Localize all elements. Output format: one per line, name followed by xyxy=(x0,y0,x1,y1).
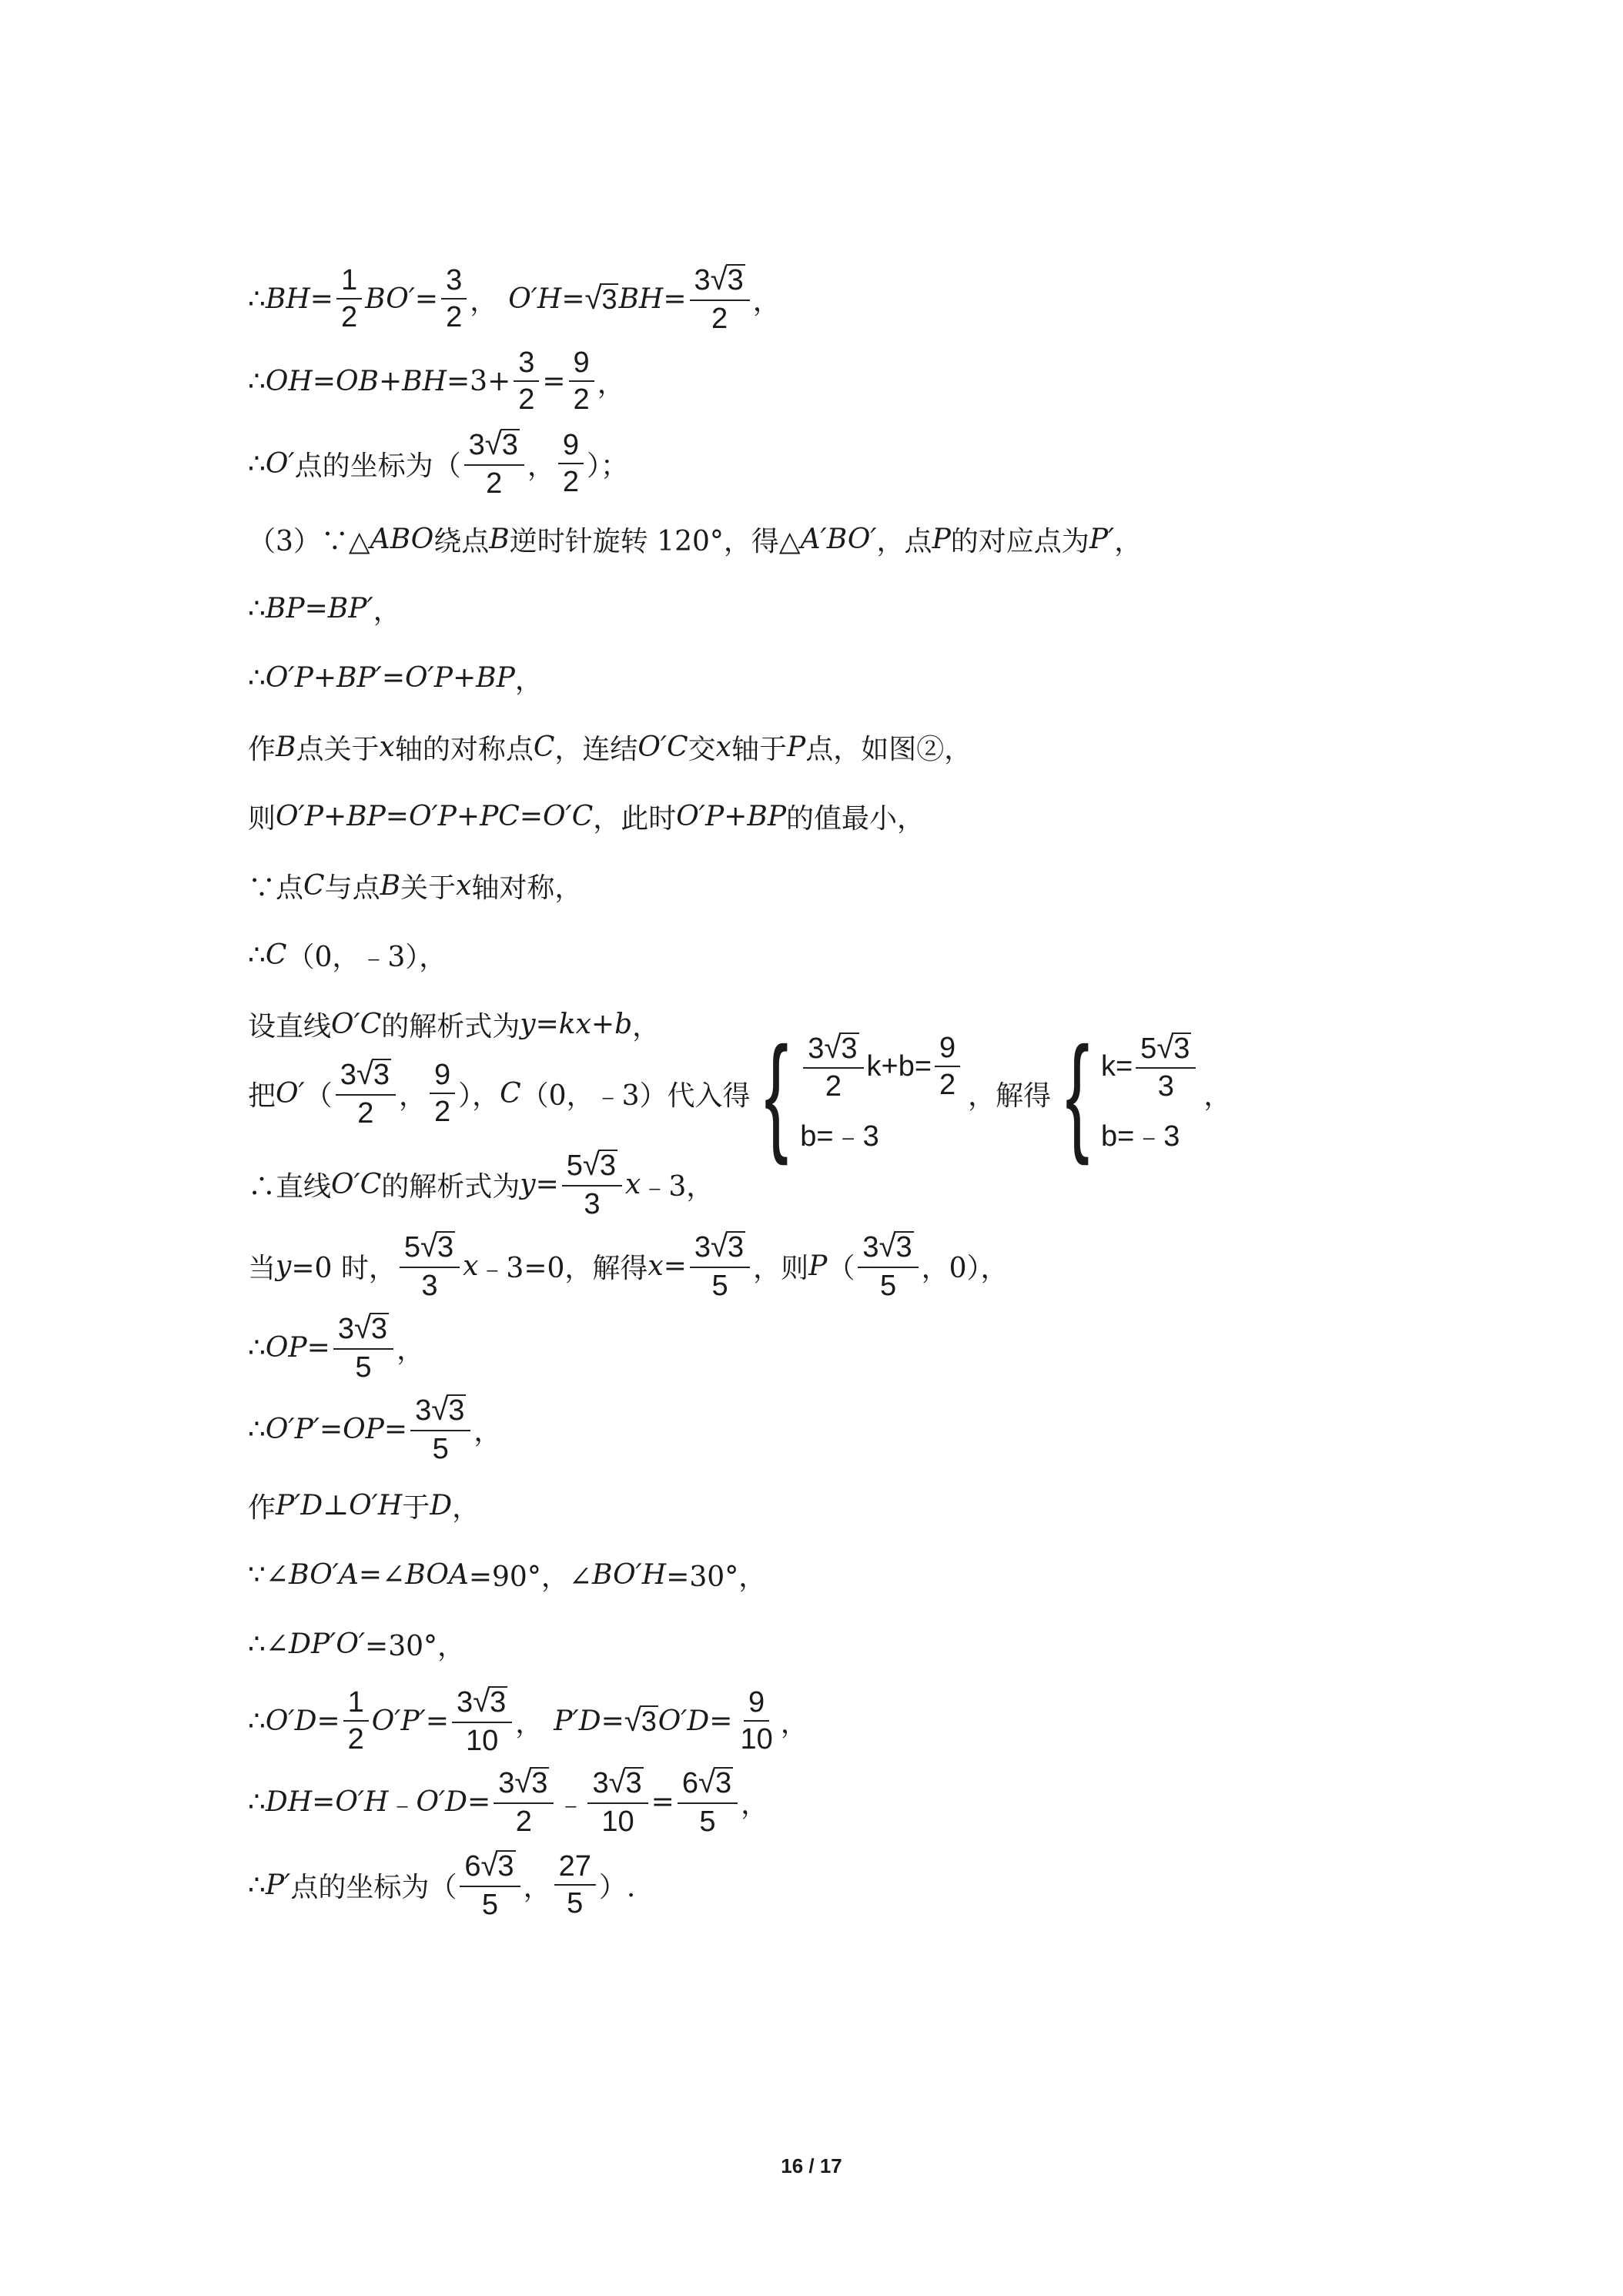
text: ， xyxy=(397,1334,425,1366)
solution-line xyxy=(248,1846,635,1923)
text: x xyxy=(463,1250,479,1282)
fraction: 3 √ 3 5 xyxy=(690,1231,750,1300)
equation-system: { k= 5 √ 3 3 b=﹣3 xyxy=(1056,1028,1199,1159)
text: = xyxy=(312,365,336,397)
brace: { xyxy=(765,1020,789,1166)
text: ， xyxy=(752,285,781,317)
sqrt: √ 3 xyxy=(584,282,617,316)
text: BO′ xyxy=(365,283,415,315)
text: x xyxy=(456,869,472,902)
text: BO′A xyxy=(289,1558,359,1591)
solution-line xyxy=(248,916,447,993)
text: O′ xyxy=(265,447,295,480)
text: =90°，∠ xyxy=(468,1561,592,1593)
text: + xyxy=(724,800,748,832)
fraction: 3 √ 3 2 xyxy=(690,264,750,333)
text: kx xyxy=(558,1008,591,1040)
text: ， xyxy=(452,1491,480,1524)
text: BP′ xyxy=(336,661,382,694)
text: = xyxy=(709,1705,733,1737)
text: BH xyxy=(618,283,664,315)
text: O′P xyxy=(276,800,323,832)
text: P′ xyxy=(265,1869,291,1901)
fraction: 6 √ 3 5 xyxy=(678,1767,738,1836)
text: 轴的对称点 xyxy=(394,733,534,765)
text: ， xyxy=(523,1871,551,1903)
text: ， xyxy=(741,1788,769,1820)
text: = xyxy=(535,1168,559,1200)
text: + xyxy=(452,661,477,694)
text: BH xyxy=(402,365,447,397)
text: + xyxy=(456,800,480,832)
text: = xyxy=(381,661,406,694)
fraction: $\frac{9}{2}$ xyxy=(569,348,594,414)
text: O′P′ xyxy=(371,1705,426,1737)
text: ABO xyxy=(370,523,434,555)
solution-line xyxy=(248,1763,768,1840)
text: = xyxy=(663,1250,687,1282)
text: ， xyxy=(398,1079,427,1112)
text: = xyxy=(414,283,439,315)
text: C xyxy=(533,731,555,763)
text: A′BO′ xyxy=(800,523,877,555)
text: ）. xyxy=(598,1871,636,1903)
text: ∴ xyxy=(248,447,266,480)
sqrt: √ 3 xyxy=(624,1704,657,1738)
text: ，0）， xyxy=(921,1252,1009,1284)
fraction: 5 √ 3 3 xyxy=(562,1150,622,1219)
text: ，解得 xyxy=(968,1079,1052,1112)
text: ，点 xyxy=(876,525,932,557)
text: 点的坐标为（ xyxy=(294,450,461,482)
solution-line xyxy=(248,1467,480,1544)
text: O′D xyxy=(416,1786,468,1818)
text: BP′ xyxy=(327,592,373,624)
fraction: $\frac{9}{10}$ xyxy=(740,1686,773,1755)
text: （0，﹣3）， xyxy=(286,941,447,973)
text: O′P xyxy=(676,800,724,832)
text: 于 xyxy=(402,1491,430,1524)
text: OP xyxy=(343,1413,384,1445)
text: O′H xyxy=(335,1786,389,1818)
text: ，此时 xyxy=(593,802,677,835)
text: ，则 xyxy=(753,1252,809,1284)
text: P′D xyxy=(276,1489,323,1521)
text: O′C xyxy=(331,1168,382,1200)
fraction: 3 √ 3 2 xyxy=(494,1767,554,1836)
text: DH xyxy=(265,1786,313,1818)
text: ， xyxy=(515,1707,544,1739)
text: （ xyxy=(304,1079,333,1112)
text: O′H xyxy=(508,283,562,315)
text: =0 时， xyxy=(291,1252,397,1284)
text: O′D xyxy=(265,1705,317,1737)
text: =3+ xyxy=(447,365,511,397)
text: ∴ xyxy=(248,365,266,397)
text: ﹣3， xyxy=(641,1170,714,1203)
text: PC xyxy=(480,800,520,832)
fraction: $\frac{9}{2}$ xyxy=(430,1060,455,1126)
page-number: 16 / 17 xyxy=(781,2154,842,2177)
solution-line xyxy=(248,1682,808,1759)
text: 设直线 xyxy=(248,1010,332,1043)
fraction: $\frac{3}{2}$ xyxy=(441,266,467,332)
text: x xyxy=(648,1250,664,1282)
equation-system: { 3 √ 3 2 k+b= $\frac{9}{2}$ b=﹣3 xyxy=(755,1028,963,1159)
fraction: 3 √ 3 5 xyxy=(410,1394,470,1464)
text: BP xyxy=(265,592,305,624)
text: O′P xyxy=(405,661,453,694)
fraction: $\frac{3}{2}$ xyxy=(514,348,539,414)
text: O′C xyxy=(331,1008,382,1040)
text: = xyxy=(385,800,409,832)
text: ， xyxy=(474,1415,502,1448)
text: （3）∵△ xyxy=(248,525,370,557)
fraction: 6 √ 3 5 xyxy=(460,1850,520,1919)
solution-line xyxy=(248,1391,501,1468)
text: 绕点 xyxy=(433,525,490,557)
text: = xyxy=(320,1413,343,1445)
text: 交 xyxy=(688,733,716,765)
text: ）； xyxy=(587,450,629,482)
text: B xyxy=(380,869,401,902)
text: = xyxy=(316,1705,340,1737)
text: ∴ xyxy=(248,1786,266,1818)
text: = xyxy=(651,1786,674,1818)
text: 作 xyxy=(248,1491,276,1524)
text: ， xyxy=(1114,525,1143,557)
text: ∵∠ xyxy=(248,1558,289,1591)
fraction: $\frac{27}{5}$ xyxy=(554,1852,596,1918)
text: P′D xyxy=(554,1705,601,1737)
text: BH xyxy=(265,283,310,315)
text: D xyxy=(430,1489,453,1521)
solution-line xyxy=(248,570,401,647)
text: =30°， xyxy=(365,1630,466,1662)
text: （ xyxy=(827,1252,855,1284)
text: P xyxy=(808,1250,828,1282)
text: 则 xyxy=(248,802,276,835)
text: = xyxy=(310,283,333,315)
text: = xyxy=(601,1705,624,1737)
text: 的对应点为 xyxy=(950,525,1089,557)
text: = xyxy=(663,283,687,315)
text: 把 xyxy=(248,1079,276,1112)
text: ∴ xyxy=(248,592,266,624)
text: OP xyxy=(265,1331,307,1364)
text: = xyxy=(542,365,566,397)
text: ∴ xyxy=(248,1705,266,1737)
text: + xyxy=(378,365,403,397)
solution-line xyxy=(248,1227,1009,1304)
text: ， xyxy=(780,1707,808,1739)
solution-line xyxy=(248,778,925,855)
text: O′P xyxy=(265,661,313,694)
text: x xyxy=(379,731,395,763)
text: ⊥ xyxy=(323,1489,350,1521)
text: O′ xyxy=(276,1077,305,1110)
solution-line xyxy=(248,847,582,924)
text: C xyxy=(500,1077,521,1110)
text: ∵点 xyxy=(248,872,304,904)
brace: { xyxy=(1065,1020,1090,1166)
text: 的解析式为 xyxy=(381,1010,520,1043)
text: 的值最小， xyxy=(786,802,925,835)
solution-line xyxy=(248,1605,465,1682)
solution-line xyxy=(248,260,781,337)
text: ∴ xyxy=(248,283,266,315)
text: = xyxy=(561,283,585,315)
text: = xyxy=(312,1786,336,1818)
text: O′H xyxy=(349,1489,403,1521)
text: y xyxy=(276,1250,292,1282)
solution-line xyxy=(248,343,625,420)
text: ）， xyxy=(458,1079,500,1112)
text: ∴直线 xyxy=(248,1170,332,1203)
text: = xyxy=(304,592,328,624)
text: ， xyxy=(373,594,401,627)
text: + xyxy=(323,800,347,832)
text: B xyxy=(489,523,510,555)
fraction: $\frac{1}{2}$ xyxy=(336,266,362,332)
text: x xyxy=(625,1168,641,1200)
text: O′P xyxy=(408,800,457,832)
text: 点的坐标为（ xyxy=(290,1871,457,1903)
text: ﹣3=0，解得 xyxy=(478,1252,648,1284)
text: + xyxy=(313,661,336,694)
fraction: 3 √ 3 10 xyxy=(587,1767,648,1836)
fraction: 3 √ 3 5 xyxy=(333,1313,393,1382)
text: 关于 xyxy=(400,872,457,904)
solution-line xyxy=(248,1309,424,1386)
solution-line xyxy=(248,708,972,785)
text: x xyxy=(715,731,731,763)
text: 与点 xyxy=(324,872,380,904)
text: （0，﹣3）代入得 xyxy=(520,1079,751,1112)
text: ， xyxy=(597,367,625,400)
solution-line xyxy=(248,639,543,716)
text: DP′O′ xyxy=(289,1628,366,1660)
text: y xyxy=(520,1168,536,1200)
text: BO′H xyxy=(592,1558,667,1591)
text: P xyxy=(786,731,806,763)
text: BOA xyxy=(405,1558,469,1591)
text: ， xyxy=(514,664,543,696)
fraction: $\frac{1}{2}$ xyxy=(343,1688,369,1754)
text: ，连结 xyxy=(554,733,638,765)
text: B xyxy=(276,731,296,763)
text: BP xyxy=(747,800,787,832)
text: ∴ xyxy=(248,1331,266,1364)
text: C xyxy=(303,869,325,902)
text: OH xyxy=(265,365,313,397)
text: O′D xyxy=(658,1705,710,1737)
text: 轴对称， xyxy=(471,872,583,904)
text: ﹣ xyxy=(388,1788,417,1820)
text: b xyxy=(614,1008,633,1040)
text: OB xyxy=(336,365,379,397)
text: =∠ xyxy=(358,1558,406,1591)
text: O′C xyxy=(543,800,594,832)
text: O′C xyxy=(637,731,688,763)
fraction: 3 √ 3 5 xyxy=(858,1231,918,1300)
text: = xyxy=(519,800,544,832)
fraction: 3 √ 3 2 xyxy=(464,429,524,498)
text: O′P′ xyxy=(265,1413,320,1445)
text: C xyxy=(265,939,287,971)
text: =30°， xyxy=(666,1561,767,1593)
text: ﹣ xyxy=(557,1788,585,1820)
text: 轴于 xyxy=(731,733,787,765)
text: 的解析式为 xyxy=(381,1170,520,1203)
solution-line xyxy=(248,500,1142,577)
text: ∴ xyxy=(248,661,266,694)
solution-line xyxy=(248,1536,766,1613)
solution-line xyxy=(248,1020,1232,1166)
text: ∴ xyxy=(248,939,266,971)
text: ， xyxy=(632,1010,661,1043)
solution-line xyxy=(248,425,628,502)
text: ， xyxy=(1203,1079,1232,1112)
text: y xyxy=(520,1008,536,1040)
text: P xyxy=(932,523,951,555)
solution-line xyxy=(248,1146,714,1223)
text: BP xyxy=(346,800,386,832)
fraction: 3 √ 3 10 xyxy=(452,1686,512,1755)
text: = xyxy=(535,1008,559,1040)
text: = xyxy=(383,1413,408,1445)
fraction: 3 √ 3 2 xyxy=(336,1059,396,1128)
text: ， xyxy=(470,285,498,317)
text: 点关于 xyxy=(296,733,380,765)
text: 作 xyxy=(248,733,276,765)
text: ， xyxy=(527,450,555,482)
text: = xyxy=(467,1786,491,1818)
text: = xyxy=(306,1331,330,1364)
text: ∴ xyxy=(248,1869,266,1901)
text: BP xyxy=(476,661,515,694)
text: ∴∠ xyxy=(248,1628,289,1660)
text: 逆时针旋转 120°，得△ xyxy=(509,525,801,557)
fraction: $\frac{9}{2}$ xyxy=(558,430,584,497)
text: = xyxy=(425,1705,450,1737)
text: 当 xyxy=(248,1252,276,1284)
fraction: 5 √ 3 3 xyxy=(400,1231,460,1300)
text: P′ xyxy=(1089,523,1115,555)
text: + xyxy=(591,1008,615,1040)
text: 点，如图②， xyxy=(805,733,972,765)
text: ∴ xyxy=(248,1413,266,1445)
